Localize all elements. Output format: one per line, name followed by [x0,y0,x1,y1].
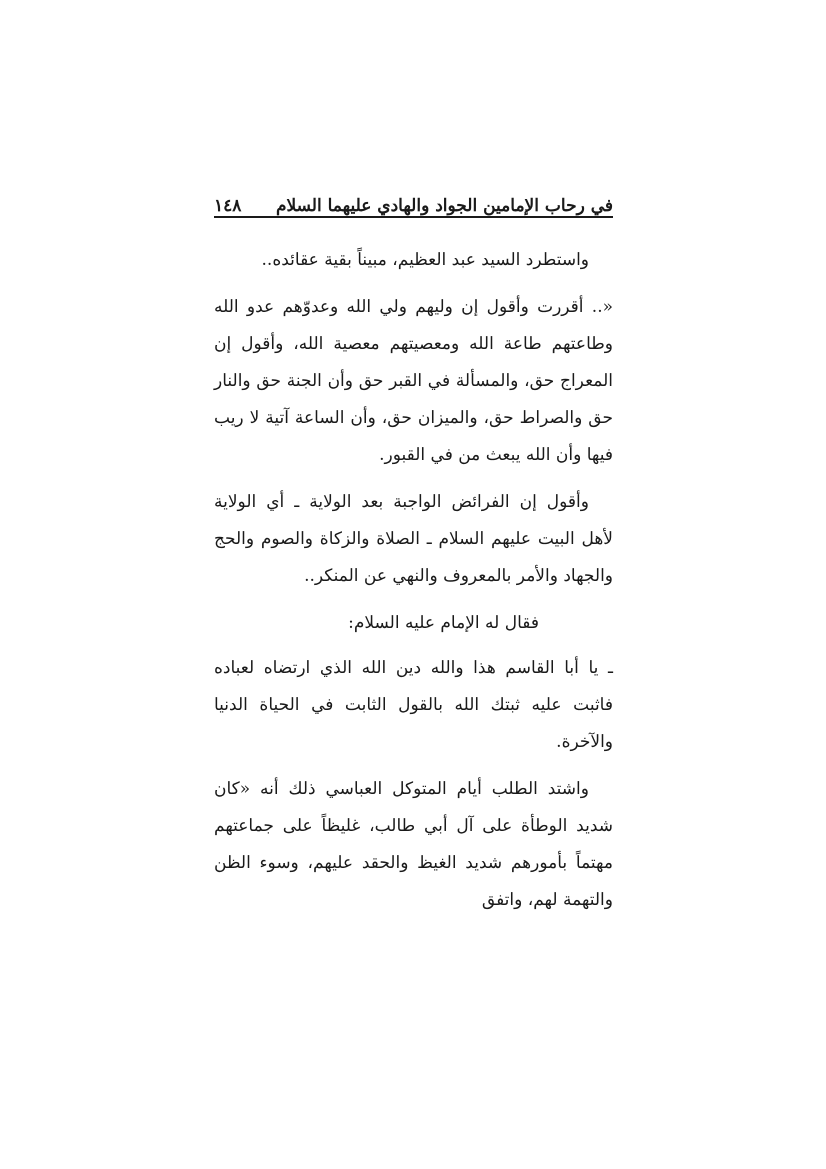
body-text [214,242,613,929]
page-header [214,188,613,218]
paragraph: وأقول إن الفرائض الواجبة بعد الولاية ـ أي الولاية لأهل البيت عليهم السلام ـ الصلاة والزكاة والصوم والحج والجهاد والأمر بالمعروف والنهي عن المنكر.. [214,492,613,586]
paragraph: واستطرد السيد عبد العظيم، مبيناً بقية عقائده.. [261,250,589,270]
page-number: ١٤٨ [214,196,242,216]
running-title: في رحاب الإمامين الجواد والهادي عليهما السلام [275,196,613,216]
paragraph: «.. أقررت وأقول إن وليهم ولي الله وعدوّهم عدو الله وطاعتهم طاعة الله ومعصيتهم معصية الله، وأقول إن المعراج حق، والمسألة في القبر حق وأن الجنة حق والنار حق والصراط حق، والميزان حق، وأن الساعة آتية لا ريب فيها وأن الله يبعث من في القبور. [214,297,613,465]
paragraph: ـ يا أبا القاسم هذا والله دين الله الذي ارتضاه لعباده فاثبت عليه ثبتك الله بالقول الثابت في الحياة الدنيا والآخرة. [214,658,613,752]
header-rule [214,216,613,218]
paragraph: واشتد الطلب أيام المتوكل العباسي ذلك أنه «كان شديد الوطأة على آل أبي طالب، غليظاً على جماعتهم مهتماً بأمورهم شديد الغيظ والحقد عليهم، وسوء الظن والتهمة لهم، واتفق [214,779,613,910]
paragraph: فقال له الإمام عليه السلام: [348,613,539,633]
